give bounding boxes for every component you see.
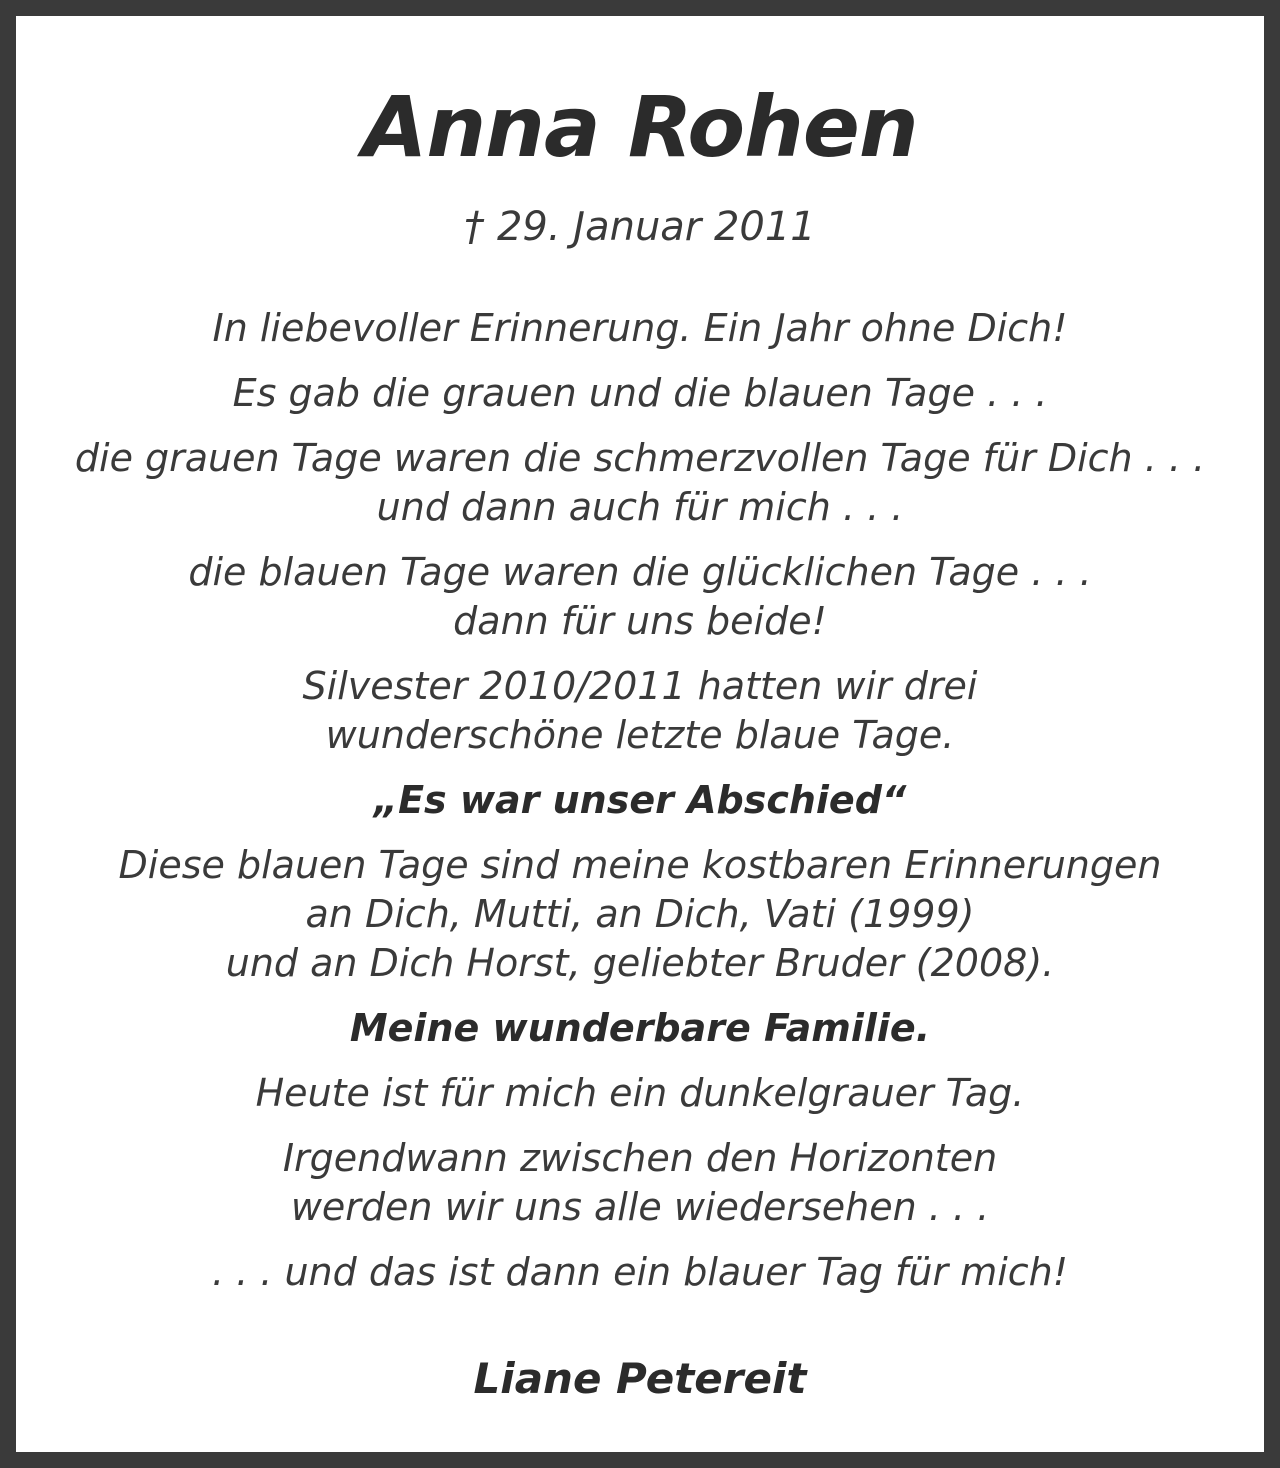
stanza-1	[32, 304, 1248, 353]
text-line: an Dich, Mutti, an Dich, Vati (1999)	[305, 892, 975, 936]
text-line: und dann auch für mich . . .	[376, 485, 904, 529]
stanza-2	[32, 369, 1248, 418]
stanza-3	[32, 434, 1248, 532]
text-line: wunderschöne letzte blaue Tage.	[325, 713, 955, 757]
stanza-4	[32, 548, 1248, 646]
text-line: die blauen Tage waren die glücklichen Tage . . .	[188, 550, 1092, 594]
death-date: † 29. Januar 2011	[464, 204, 816, 250]
text-line: Es gab die grauen und die blauen Tage . . .	[232, 371, 1048, 415]
text-line: dann für uns beide!	[453, 599, 827, 643]
text-line: Heute ist für mich ein dunkelgrauer Tag.	[255, 1071, 1025, 1115]
stanza-10	[32, 1134, 1248, 1232]
stanza-5	[32, 662, 1248, 760]
text-line: Irgendwann zwischen den Horizonten	[282, 1136, 998, 1180]
text-line: und an Dich Horst, geliebter Bruder (2008).	[225, 941, 1055, 985]
text-line: werden wir uns alle wiedersehen . . .	[290, 1185, 990, 1229]
stanza-11	[32, 1248, 1248, 1297]
text-line: die grauen Tage waren die schmerzvollen Tage für Dich . . .	[74, 436, 1206, 480]
notice-content	[32, 32, 1248, 1436]
family-line	[32, 1004, 1248, 1053]
text-line: „Es war unser Abschied“	[373, 778, 907, 822]
stanza-7	[32, 841, 1248, 988]
deceased-name: Anna Rohen	[362, 78, 918, 176]
stanza-9	[32, 1069, 1248, 1118]
memorial-text	[32, 304, 1248, 1313]
farewell-quote	[32, 776, 1248, 825]
text-line: In liebevoller Erinnerung. Ein Jahr ohne Dich!	[212, 306, 1068, 350]
text-line: Silvester 2010/2011 hatten wir drei	[302, 664, 978, 708]
text-line: Meine wunderbare Familie.	[349, 1006, 931, 1050]
text-line: . . . und das ist dann ein blauer Tag für mich!	[211, 1250, 1068, 1294]
text-line: Diese blauen Tage sind meine kostbaren Erinnerungen	[118, 843, 1162, 887]
signature: Liane Petereit	[473, 1354, 807, 1403]
